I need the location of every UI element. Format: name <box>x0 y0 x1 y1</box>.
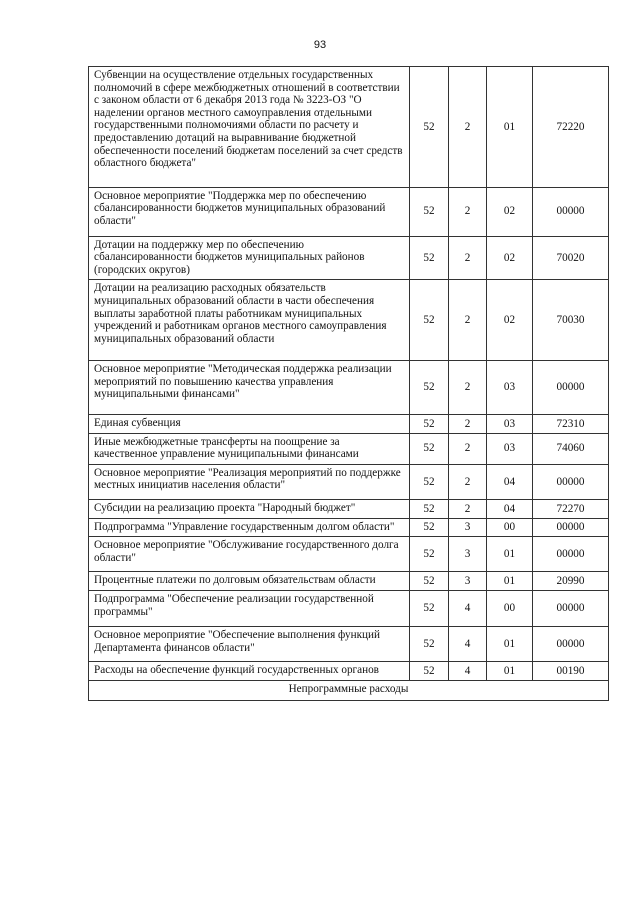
row-code-c2: 2 <box>449 67 487 188</box>
row-code-c2: 2 <box>449 433 487 464</box>
table-row <box>89 591 609 627</box>
row-code-c3: 01 <box>487 572 533 591</box>
table-row <box>89 361 609 415</box>
table-row <box>89 627 609 662</box>
row-name: Основное мероприятие "Реализация мероприятий по поддержке местных инициатив населения области" <box>89 464 410 499</box>
row-code-c1: 52 <box>410 236 449 280</box>
row-name: Единая субвенция <box>89 415 410 434</box>
table-row <box>89 236 609 280</box>
row-code-c3: 02 <box>487 187 533 236</box>
row-name: Дотации на реализацию расходных обязательств муниципальных образований области в части обеспечения выплаты заработной платы работникам муниципальных учреждений и работникам органов местного самоуправления муниципальных образований области <box>89 280 410 361</box>
table-row <box>89 187 609 236</box>
row-code-c2: 4 <box>449 591 487 627</box>
row-name: Расходы на обеспечение функций государственных органов <box>89 662 410 681</box>
table-row <box>89 415 609 434</box>
table-row <box>89 572 609 591</box>
row-code-c1: 52 <box>410 67 449 188</box>
row-code-c3: 03 <box>487 361 533 415</box>
section-row <box>89 680 609 700</box>
row-code-c1: 52 <box>410 572 449 591</box>
row-code-c2: 4 <box>449 662 487 681</box>
row-code-c1: 52 <box>410 627 449 662</box>
row-code-c1: 52 <box>410 361 449 415</box>
row-code-c3: 03 <box>487 433 533 464</box>
table-row <box>89 500 609 519</box>
row-code-c2: 2 <box>449 280 487 361</box>
row-code-c3: 00 <box>487 591 533 627</box>
row-code-c4: 00000 <box>533 187 609 236</box>
row-code-c3: 02 <box>487 280 533 361</box>
budget-table <box>88 66 609 701</box>
row-code-c4: 72220 <box>533 67 609 188</box>
row-name: Подпрограмма "Обеспечение реализации государственной программы" <box>89 591 410 627</box>
table-row <box>89 662 609 681</box>
row-name: Основное мероприятие "Поддержка мер по обеспечению сбалансированности бюджетов муниципальных образований области" <box>89 187 410 236</box>
row-code-c3: 01 <box>487 662 533 681</box>
table-row <box>89 67 609 188</box>
row-code-c2: 2 <box>449 464 487 499</box>
row-code-c2: 2 <box>449 236 487 280</box>
row-code-c4: 00000 <box>533 627 609 662</box>
row-code-c2: 3 <box>449 572 487 591</box>
row-code-c3: 03 <box>487 415 533 434</box>
row-code-c2: 3 <box>449 518 487 537</box>
row-code-c4: 72270 <box>533 500 609 519</box>
table-body <box>89 67 609 681</box>
row-name: Субвенции на осуществление отдельных государственных полномочий в сфере межбюджетных отношений в соответствии с законом области от 6 декабря 2013 года № 3223-ОЗ "О наделении органов местного самоуправления отдельными государственными полномочиями области по расчету и предоставлению дотаций на выравнивание бюджетной обеспеченности поселений бюджетам поселений за счет средств областного бюджета" <box>89 67 410 188</box>
row-code-c2: 2 <box>449 361 487 415</box>
row-name: Субсидии на реализацию проекта "Народный бюджет" <box>89 500 410 519</box>
row-name: Процентные платежи по долговым обязательствам области <box>89 572 410 591</box>
row-code-c3: 02 <box>487 236 533 280</box>
row-code-c2: 2 <box>449 500 487 519</box>
row-code-c4: 00190 <box>533 662 609 681</box>
section-title: Непрограммные расходы <box>89 680 609 700</box>
row-code-c4: 00000 <box>533 537 609 572</box>
table-row <box>89 280 609 361</box>
table-row <box>89 433 609 464</box>
row-code-c1: 52 <box>410 518 449 537</box>
row-code-c3: 01 <box>487 627 533 662</box>
row-code-c4: 70020 <box>533 236 609 280</box>
row-code-c2: 2 <box>449 187 487 236</box>
row-code-c3: 04 <box>487 500 533 519</box>
row-code-c1: 52 <box>410 415 449 434</box>
row-name: Основное мероприятие "Методическая поддержка реализации мероприятий по повышению качества управления муниципальными финансами" <box>89 361 410 415</box>
row-code-c2: 4 <box>449 627 487 662</box>
row-code-c4: 00000 <box>533 464 609 499</box>
row-code-c4: 00000 <box>533 591 609 627</box>
row-code-c2: 2 <box>449 415 487 434</box>
row-code-c1: 52 <box>410 537 449 572</box>
row-code-c1: 52 <box>410 433 449 464</box>
row-code-c1: 52 <box>410 500 449 519</box>
row-code-c1: 52 <box>410 662 449 681</box>
row-code-c4: 00000 <box>533 518 609 537</box>
row-code-c3: 00 <box>487 518 533 537</box>
row-name: Основное мероприятие "Обеспечение выполнения функций Департамента финансов области" <box>89 627 410 662</box>
row-code-c4: 72310 <box>533 415 609 434</box>
row-code-c3: 01 <box>487 67 533 188</box>
row-code-c1: 52 <box>410 187 449 236</box>
row-name: Иные межбюджетные трансферты на поощрение за качественное управление муниципальными финансами <box>89 433 410 464</box>
row-code-c4: 70030 <box>533 280 609 361</box>
page-number: 93 <box>313 39 327 51</box>
row-name: Дотации на поддержку мер по обеспечению сбалансированности бюджетов муниципальных районов (городских округов) <box>89 236 410 280</box>
row-name: Подпрограмма "Управление государственным долгом области" <box>89 518 410 537</box>
row-code-c1: 52 <box>410 464 449 499</box>
table-row <box>89 464 609 499</box>
row-code-c1: 52 <box>410 591 449 627</box>
row-code-c4: 00000 <box>533 361 609 415</box>
row-code-c3: 01 <box>487 537 533 572</box>
row-code-c3: 04 <box>487 464 533 499</box>
row-code-c4: 74060 <box>533 433 609 464</box>
table-row <box>89 537 609 572</box>
row-code-c2: 3 <box>449 537 487 572</box>
row-code-c4: 20990 <box>533 572 609 591</box>
row-name: Основное мероприятие "Обслуживание государственного долга области" <box>89 537 410 572</box>
row-code-c1: 52 <box>410 280 449 361</box>
table-row <box>89 518 609 537</box>
